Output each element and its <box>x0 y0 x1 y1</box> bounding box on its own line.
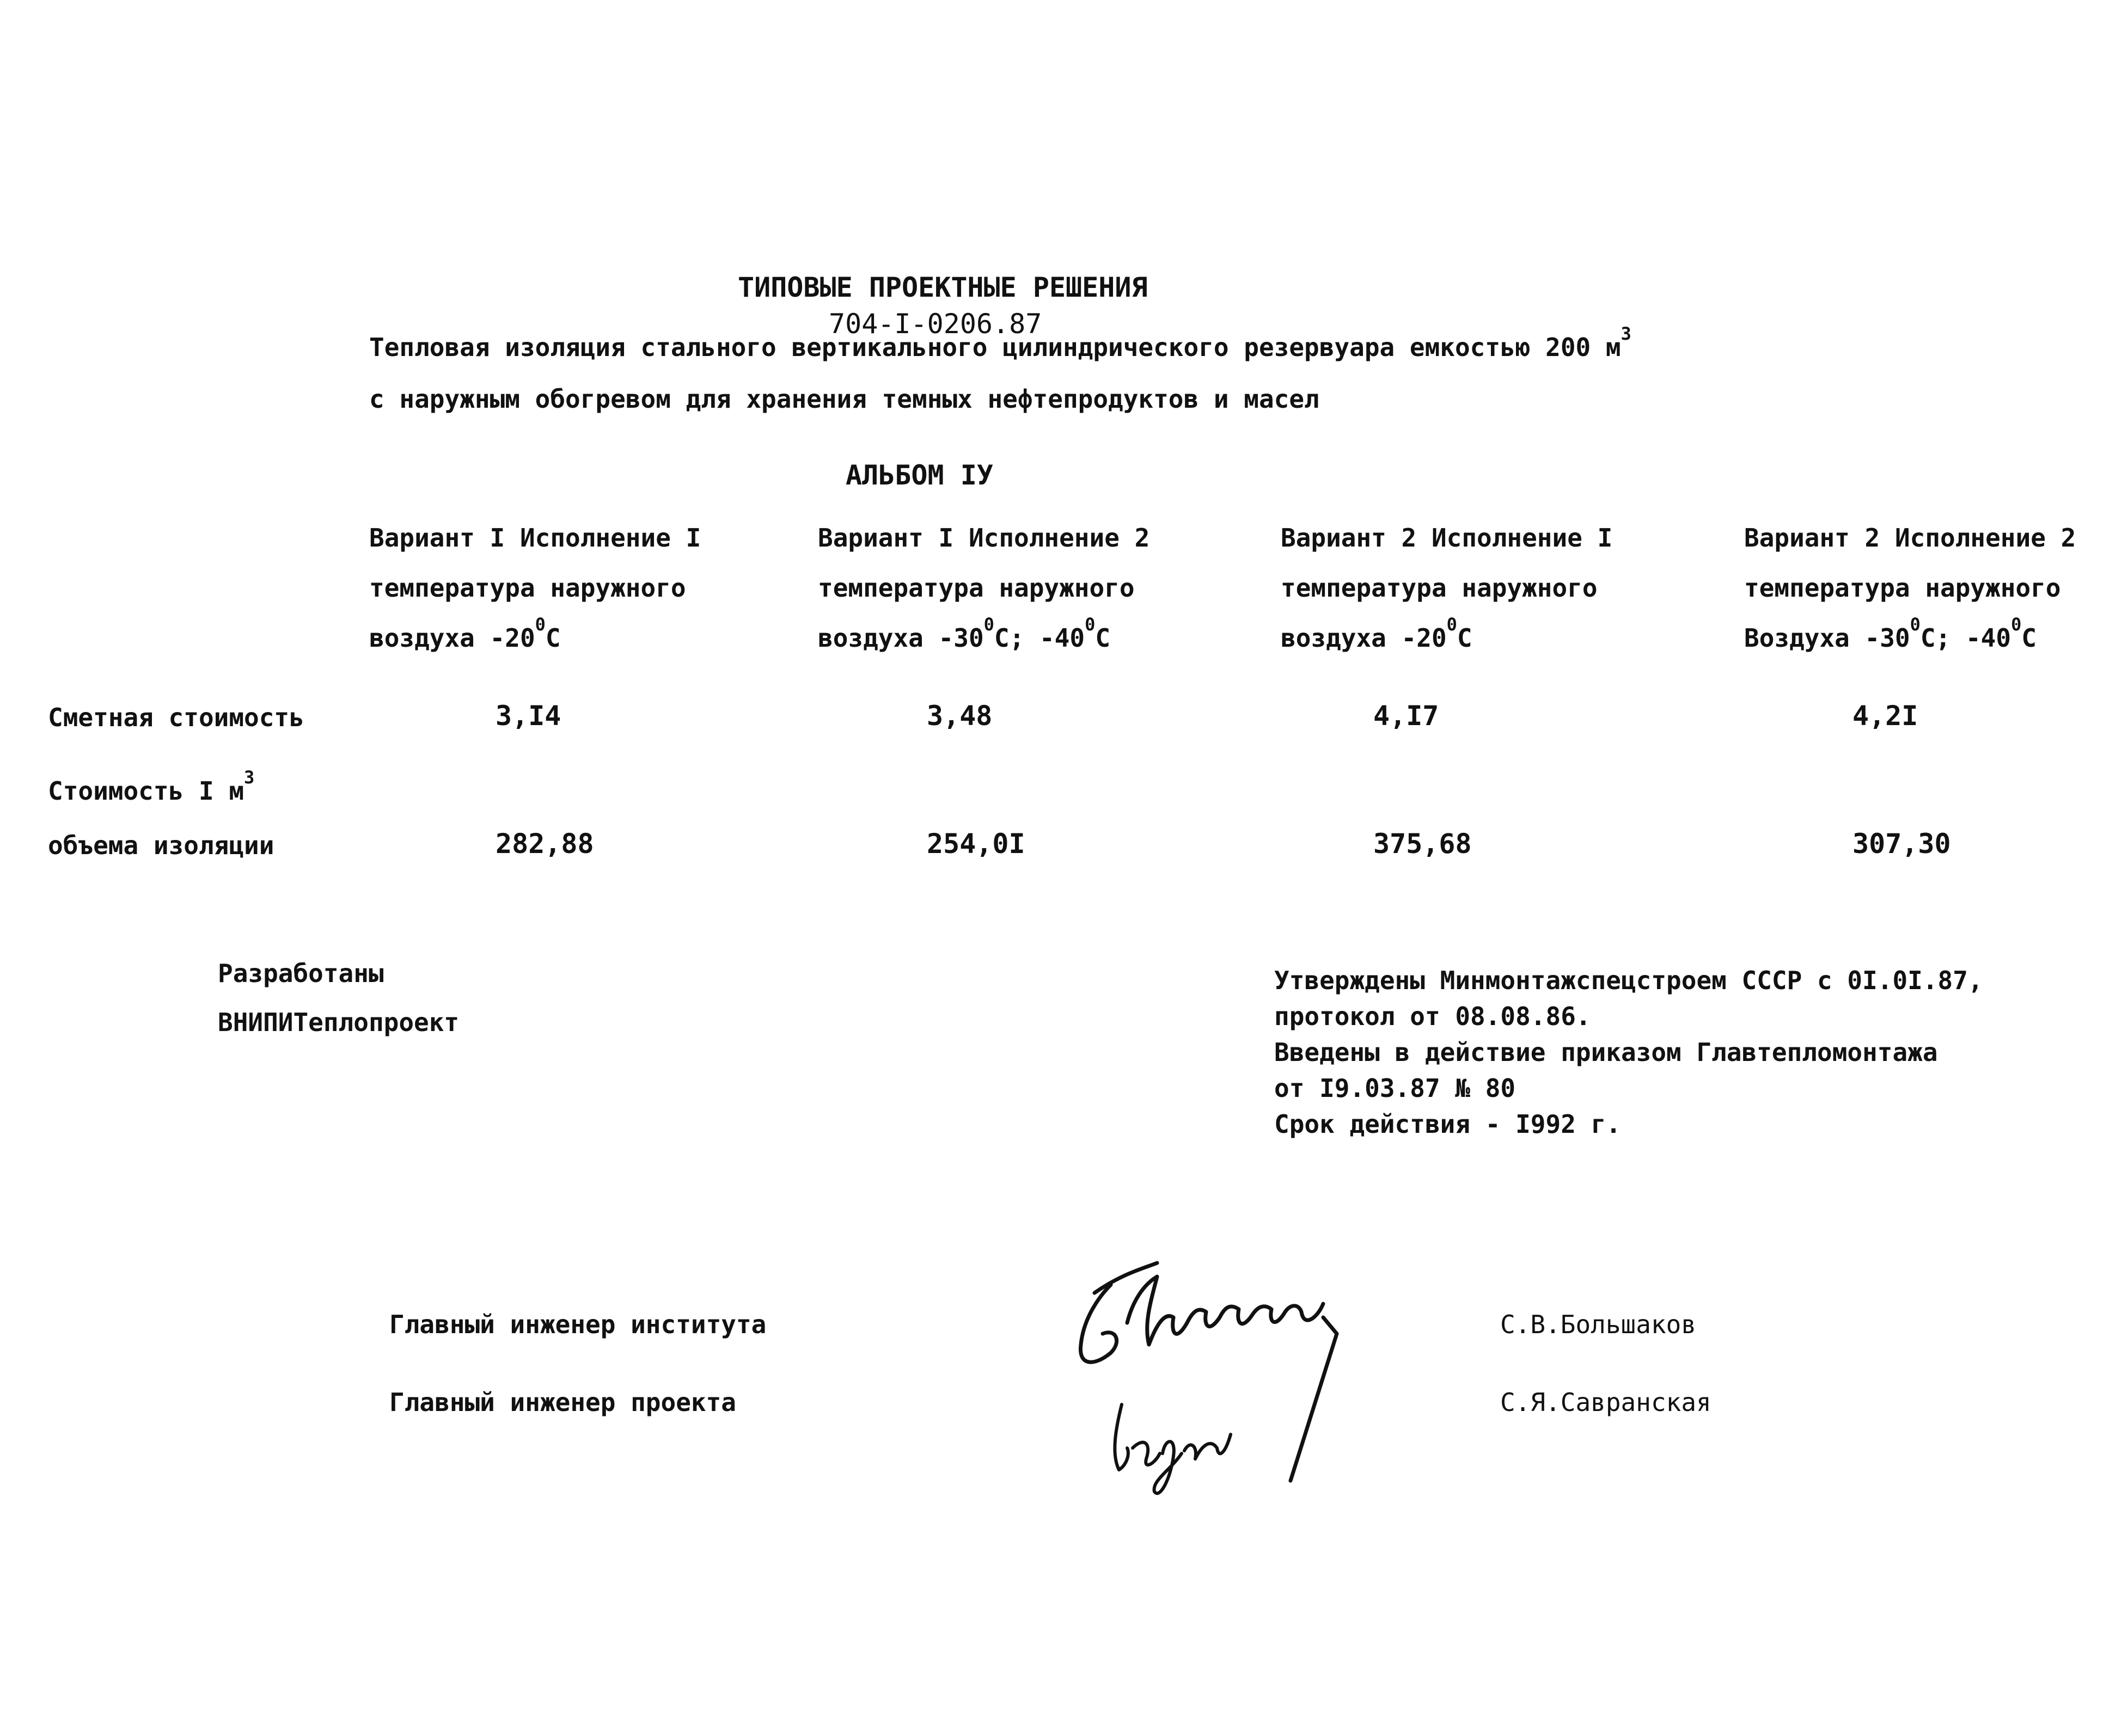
handwritten-signature-project-engineer <box>1100 1383 1263 1513</box>
approval-line-2: протокол от 08.08.86. <box>1274 1002 1591 1031</box>
cell-estimated-cost-2: 3,48 <box>927 700 993 732</box>
column-2-line-1: Вариант I Исполнение 2 <box>818 523 1150 553</box>
approval-line-3: Введены в действие приказом Главтепломонтажа <box>1274 1038 1938 1067</box>
cell-estimated-cost-1: 3,I4 <box>496 700 561 732</box>
column-3-line-3: воздуха $-20^0C$ <box>1281 614 1472 653</box>
row-label-estimated-cost: Сметная стоимость <box>48 703 304 732</box>
cell-unit-cost-1: 282,88 <box>496 828 594 860</box>
column-2-line-3: воздуха $-30^0C$; $-40^0C$ <box>818 614 1111 653</box>
cell-estimated-cost-3: 4,I7 <box>1373 700 1439 732</box>
column-4-line-3: Воздуха $-30^0C$; $-40^0C$ <box>1744 614 2037 653</box>
signature-position-2: Главный инженер проекта <box>389 1388 736 1417</box>
column-1-line-3: воздуха $-20^0C$ <box>369 614 561 653</box>
column-header-4 <box>1744 525 2076 651</box>
column-3-line-2: температура наружного <box>1281 573 1598 603</box>
row-label-unit-cost: Стоимость I $м^3$ <box>48 767 255 806</box>
cell-unit-cost-4: 307,30 <box>1852 828 1951 860</box>
title-line-1-sup: 3 <box>1620 323 1631 344</box>
developer-label: Разработаны <box>218 959 384 988</box>
doc-number: 704-I-0206.87 <box>829 308 1042 340</box>
series-title: ТИПОВЫЕ ПРОЕКТНЫЕ РЕШЕНИЯ <box>738 272 1148 303</box>
approval-line-4: от I9.03.87 № 80 <box>1274 1074 1516 1103</box>
approval-line-5: Срок действия - I992 г. <box>1274 1109 1621 1139</box>
column-header-1 <box>369 525 701 651</box>
column-1-line-2: температура наружного <box>369 573 686 603</box>
signature-name-2: С.Я.Савранская <box>1500 1388 1711 1417</box>
column-2-line-2: температура наружного <box>818 573 1135 603</box>
developer-org: ВНИПИТеплопроект <box>218 1008 460 1037</box>
title-line-2: с наружным обогревом для хранения темных нефтепродуктов и масел <box>369 384 1319 414</box>
approval-line-1: Утверждены Минмонтажспецстроем СССР с 0I.0I.87, <box>1274 966 1983 995</box>
approval-block <box>1274 962 1983 1142</box>
column-header-2 <box>818 525 1149 651</box>
album-label: АЛЬБОМ IУ <box>846 459 993 491</box>
signature-position-1: Главный инженер института <box>389 1310 767 1339</box>
column-3-line-1: Вариант 2 Исполнение I <box>1281 523 1613 553</box>
cell-unit-cost-3: 375,68 <box>1373 828 1472 860</box>
row-label-unit-cost-line-2: объема изоляции <box>48 831 274 860</box>
signature-name-1: С.В.Большаков <box>1500 1310 1697 1339</box>
cell-unit-cost-2: 254,0I <box>927 828 1025 860</box>
column-4-line-1: Вариант 2 Исполнение 2 <box>1744 523 2076 553</box>
column-1-line-1: Вариант I Исполнение I <box>369 523 701 553</box>
cell-estimated-cost-4: 4,2I <box>1852 700 1918 732</box>
column-header-3 <box>1281 525 1612 651</box>
title-line-1-text: Тепловая изоляция стального вертикального цилиндрического резервуара емкостью 200 м <box>369 333 1621 362</box>
column-4-line-2: температура наружного <box>1744 573 2061 603</box>
